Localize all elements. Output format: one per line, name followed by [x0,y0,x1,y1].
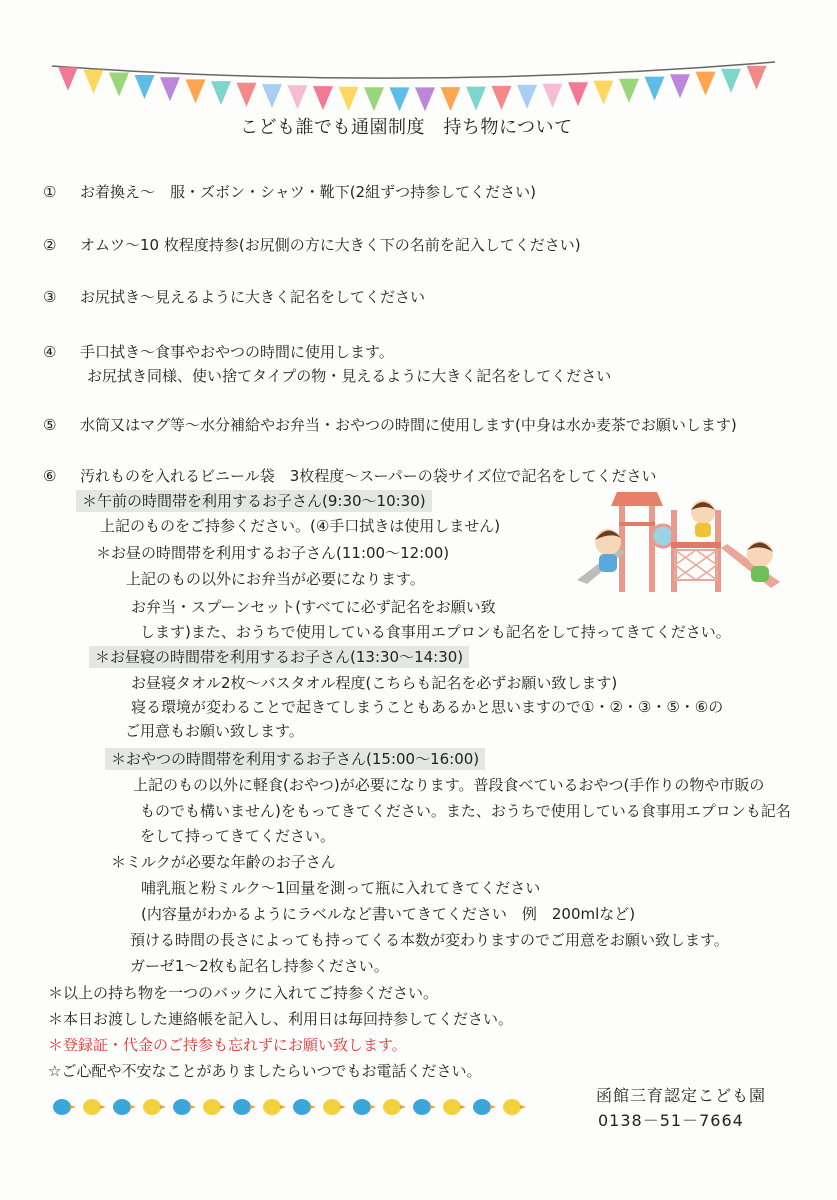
lunch-text: 上記のもの以外にお弁当が必要になります。 [126,570,425,588]
bunting-flag-icon [262,84,282,108]
bunting-flag-icon [492,86,512,110]
bird-icon [353,1099,371,1115]
morning-text: 上記のものをご持参ください。(④手口拭きは使用しません) [100,517,501,535]
page-title: こども誰でも通園制度 持ち物について [240,117,573,138]
bird-beak-icon [340,1105,346,1109]
nap-heading: ＊お昼寝の時間帯を利用するお子さん(13:30～14:30) [89,646,469,668]
bunting-flag-icon [721,69,741,93]
milk-text: 預ける時間の長さによっても持ってくる本数が変わりますのでご用意をお願い致します。 [130,931,729,949]
bunting-garland-icon [0,0,837,100]
bunting-flag-icon [466,87,486,111]
bird-icon [203,1099,221,1115]
bunting-flag-icon [58,67,78,91]
item-number: ② [43,236,57,254]
note: ＊本日お渡しした連絡帳を記入し、利用日は毎回持参してください。 [48,1010,514,1028]
bird-icon [293,1099,311,1115]
bird-beak-icon [130,1105,136,1109]
nap-text: お昼寝タオル2枚～バスタオル程度(こちらも記名を必ずお願い致します) [131,674,618,692]
bunting-flag-icon [109,72,129,96]
bunting-flag-icon [619,79,639,103]
bird-icon [383,1099,401,1115]
bird-border-icon [50,1093,540,1123]
bird-icon [113,1099,131,1115]
bird-icon [323,1099,341,1115]
item-number: ⑤ [43,416,57,434]
bunting-flag-icon [645,77,665,101]
bird-beak-icon [490,1105,496,1109]
bird-icon [143,1099,161,1115]
bird-beak-icon [220,1105,226,1109]
milk-text: (内容量がわかるようにラベルなど書いてきてください 例 200mlなど) [141,905,636,923]
bird-beak-icon [430,1105,436,1109]
bunting-flag-icon [747,66,767,90]
bird-beak-icon [280,1105,286,1109]
bunting-flag-icon [594,81,614,105]
note: ☆ご心配や不安なことがありましたらいつでもお電話ください。 [48,1062,482,1080]
item-text: お尻拭き～見えるように大きく記名をしてください [80,288,426,306]
bird-beak-icon [160,1105,166,1109]
bird-icon [173,1099,191,1115]
item-number: ④ [43,343,57,361]
bunting-flag-icon [543,84,563,108]
bunting-flag-icon [568,82,588,106]
item-text: 手口拭き～食事やおやつの時間に使用します。 [80,343,394,361]
bunting-flag-icon [415,87,435,111]
bunting-flag-icon [160,77,180,101]
snack-text: 上記のもの以外に軽食(おやつ)が必要になります。普段食べているおやつ(手作りの物や市販の [133,776,765,794]
milk-heading: ＊ミルクが必要な年齢のお子さん [111,853,336,871]
bird-icon [473,1099,491,1115]
item-text: 水筒又はマグ等～水分補給やお弁当・おやつの時間に使用します(中身は水か麦茶でお願いします) [80,416,737,434]
playground-children-illustration-icon [575,492,785,597]
bird-beak-icon [310,1105,316,1109]
nap-text: ご用意もお願い致します。 [125,722,304,740]
milk-text: 哺乳瓶と粉ミルク～1回量を測って瓶に入れてきてください [141,879,541,897]
bunting-flag-icon [186,79,206,103]
bird-beak-icon [250,1105,256,1109]
item-text: お尻拭き同様、使い捨てタイプの物・見えるように大きく記名をしてください [87,367,612,385]
bunting-flag-icon [237,83,257,107]
lunch-heading: ＊お昼の時間帯を利用するお子さん(11:00～12:00) [96,544,450,562]
bird-icon [443,1099,461,1115]
note: ＊以上の持ち物を一つのバックに入れてご持参ください。 [48,984,439,1002]
morning-heading: ＊午前の時間帯を利用するお子さん(9:30～10:30) [76,490,432,512]
bird-beak-icon [370,1105,376,1109]
bunting-flag-icon [390,87,410,111]
item-text: オムツ～10 枚程度持参(お尻側の方に大きく下の名前を記入してください) [80,236,581,254]
bird-icon [233,1099,251,1115]
phone-number: 0138－51－7664 [598,1111,744,1130]
bunting-flag-icon [696,72,716,96]
lunch-text: します)また、おうちで使用している食事用エプロンも記名をして持ってきてください。 [140,623,731,641]
bird-icon [413,1099,431,1115]
bunting-flag-icon [135,75,155,99]
bunting-flag-icon [313,86,333,110]
snack-text: をして持ってきてください。 [140,827,336,845]
bunting-flag-icon [670,74,690,98]
item-number: ① [43,183,57,201]
bird-beak-icon [520,1105,526,1109]
bird-beak-icon [190,1105,196,1109]
item-number: ⑥ [43,467,57,485]
item-text: お着換え～ 服・ズボン・シャツ・靴下(2組ずつ持参してください) [80,183,536,201]
bird-beak-icon [460,1105,466,1109]
snack-heading: ＊おやつの時間帯を利用するお子さん(15:00～16:00) [105,748,485,770]
bunting-flag-icon [364,87,384,111]
bird-beak-icon [100,1105,106,1109]
bird-beak-icon [70,1105,76,1109]
bird-icon [263,1099,281,1115]
bunting-flag-icon [84,70,104,94]
bunting-flag-icon [339,87,359,111]
item-text: 汚れものを入れるビニール袋 3枚程度～スーパーの袋サイズ位で記名をしてください [80,467,657,485]
bird-icon [83,1099,101,1115]
bird-beak-icon [400,1105,406,1109]
organization-name: 函館三育認定こども園 [596,1086,767,1105]
bunting-flag-icon [441,87,461,111]
item-number: ③ [43,288,57,306]
bunting-flag-icon [517,85,537,109]
bunting-flag-icon [288,85,308,109]
bunting-flag-icon [211,81,231,105]
bird-icon [53,1099,71,1115]
nap-text: 寝る環境が変わることで起きてしまうこともあるかと思いますので①・②・③・⑤・⑥の [131,698,724,716]
milk-text: ガーゼ1～2枚も記名し持参ください。 [130,957,389,975]
bird-icon [503,1099,521,1115]
snack-text: ものでも構いません)をもってきてください。また、おうちで使用している食事用エプロンも記名 [140,802,791,820]
note-warning: ＊登録証・代金のご持参も忘れずにお願い致します。 [48,1036,407,1054]
lunch-text: お弁当・スプーンセット(すべてに必ず記名をお願い致 [131,598,496,616]
